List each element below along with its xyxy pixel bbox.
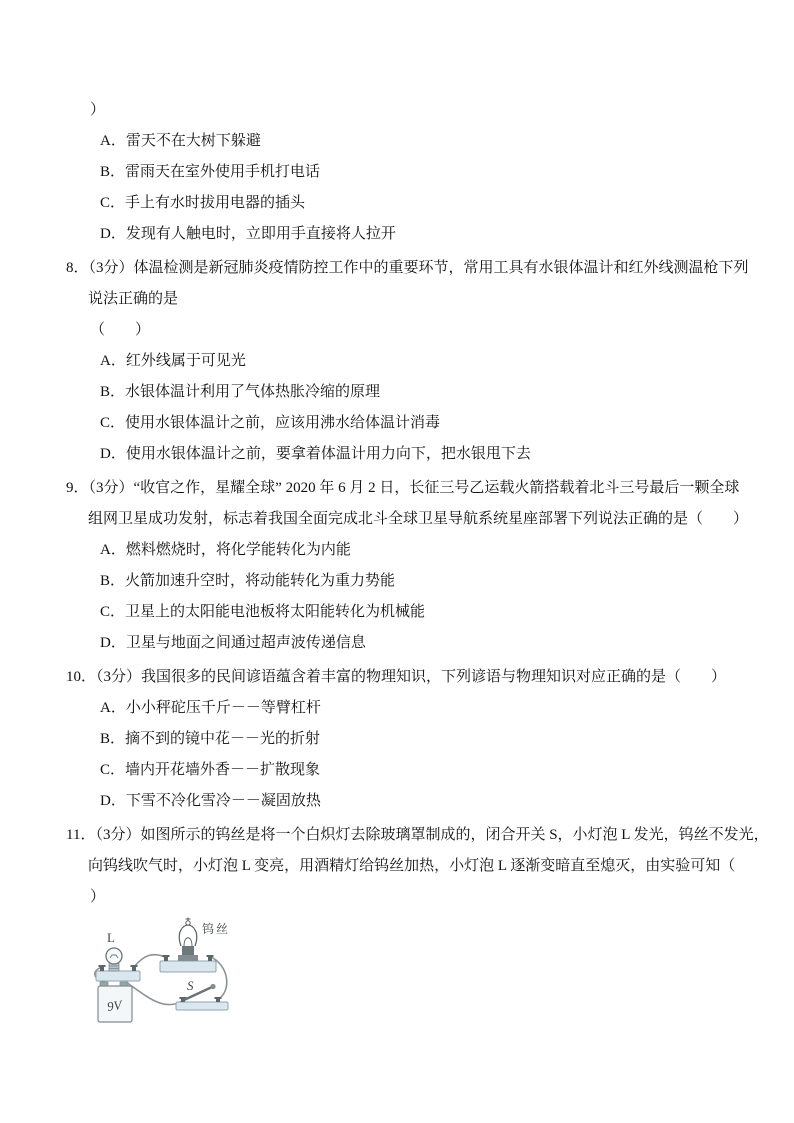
question-7-option-b: B．雷雨天在室外使用手机打电话 [100,164,321,180]
question-9-option-b: B．火箭加速升空时，将动能转化为重力势能 [100,573,396,589]
question-10-option-b: B．摘不到的镜中花－－光的折射 [100,731,321,747]
filament-label: 钨丝 [202,922,231,936]
question-8-option-c: C．使用水银体温计之前，应该用沸水给体温计消毒 [100,415,441,431]
circuit-figure-svg [88,914,264,1026]
question-10-option-d: D．下雪不冷化雪冷－－凝固放热 [100,793,321,809]
question-9-stem-line2: 组网卫星成功发射，标志着我国全面完成北斗全球卫星导航系统星座部署下列说法正确的是（ ） [88,511,749,527]
question-9-option-c: C．卫星上的太阳能电池板将太阳能转化为机械能 [100,604,426,620]
question-9-option-a: A．燃料燃烧时，将化学能转化为内能 [100,542,351,558]
question-8-stem-line1: 8．（3分）体温检测是新冠肺炎疫情防控工作中的重要环节，常用工具有水银体温计和红外线测温枪下列 [66,260,749,276]
question-8-option-a: A．红外线属于可见光 [100,353,246,369]
question-8-answer-paren: （ ） [90,322,151,338]
question-10-option-c: C．墙内开花墙外香－－扩散现象 [100,762,321,778]
question-7-option-c: C．手上有水时拔用电器的插头 [100,195,306,211]
switch-label: S [187,978,194,993]
wire-battery-to-switch [126,982,182,1005]
question-8-option-d: D．使用水银体温计之前，要拿着体温计用力向下，把水银甩下去 [100,446,531,462]
bulb-label: L [107,930,115,945]
question-7-option-d: D．发现有人触电时，立即用手直接将人拉开 [100,226,396,242]
question-8-stem-line2: 说法正确的是 [88,291,179,307]
question-10-stem-line1: 10．（3分）我国很多的民间谚语蕴含着丰富的物理知识，下列谚语与物理知识对应正确的是（ ） [66,669,727,685]
circuit-figure [88,914,264,1026]
question-11-close-paren: ） [90,889,106,905]
question-7-option-a: A．雷天不在大树下躲避 [100,133,261,149]
question-7-close-paren: ） [90,102,106,118]
question-11-stem-line2: 向钨线吹气时，小灯泡 L 变亮，用酒精灯给钨丝加热，小灯泡 L 逐渐变暗直至熄灭，由实验可知（ [88,858,736,874]
battery-label: 9V [106,997,123,1014]
question-10-option-a: A．小小秤砣压千斤－－等臂杠杆 [100,700,321,716]
bulb-icon [96,948,140,981]
question-8-option-b: B．水银体温计利用了气体热胀冷缩的原理 [100,384,381,400]
question-11-stem-line1: 11．（3分）如图所示的钨丝是将一个白炽灯去除玻璃罩制成的，闭合开关 S，小灯泡 L 发光，钨丝不发光， [66,827,769,843]
question-9-option-d: D．卫星与地面之间通过超声波传递信息 [100,635,366,651]
battery-icon [98,982,132,1022]
question-9-stem-line1: 9．（3分）“收官之作，星耀全球” 2020 年 6 月 2 日，长征三号乙运载火箭搭载着北斗三号最后一颗全球 [66,480,740,496]
